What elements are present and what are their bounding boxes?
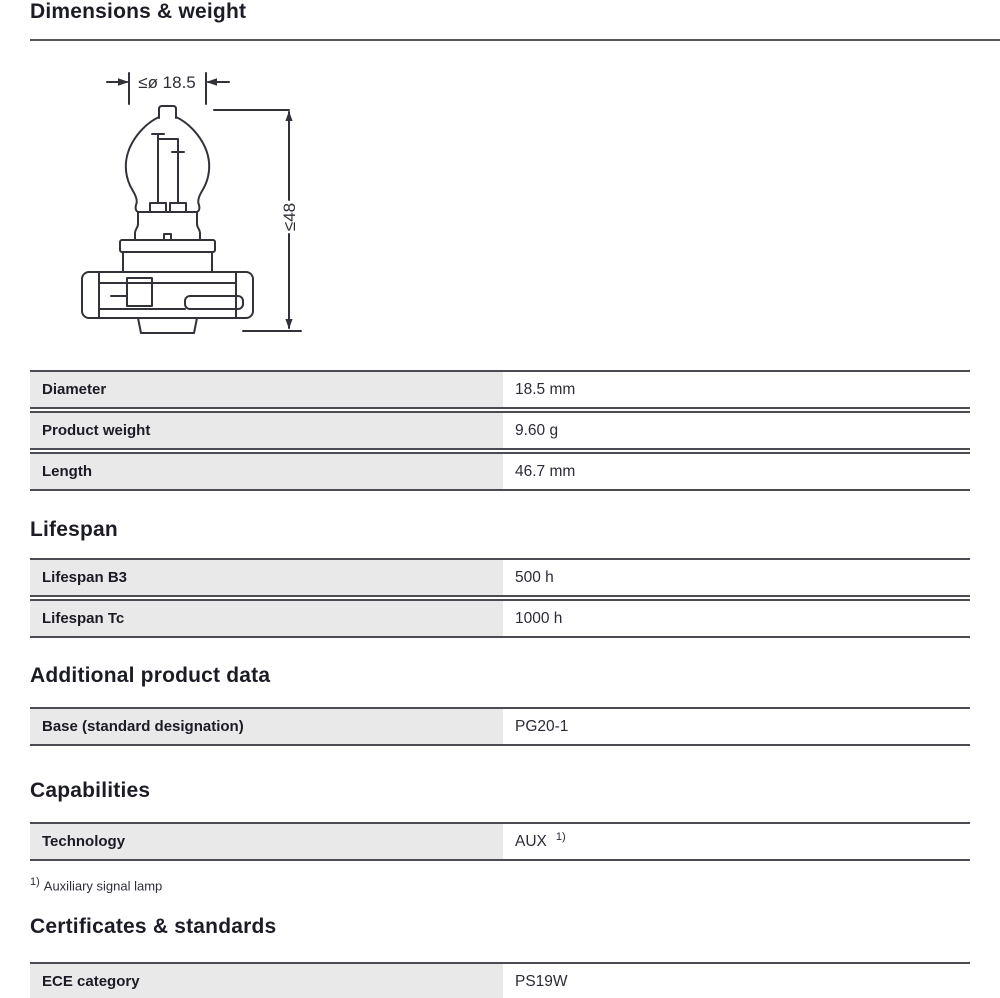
- spec-value: 46.7 mm: [515, 462, 576, 480]
- arrowhead-down: [285, 319, 292, 329]
- table-row: [30, 822, 970, 861]
- table-row: [30, 599, 970, 638]
- table-row: [30, 370, 970, 409]
- section-title-lifespan: Lifespan: [30, 518, 118, 541]
- collar-band: [120, 240, 215, 252]
- spec-value: PS19W: [515, 972, 568, 990]
- spec-value: 500 h: [515, 568, 554, 586]
- filament-bead: [150, 203, 166, 212]
- bulb-dome-left: [126, 117, 159, 212]
- bulb-nipple: [159, 106, 176, 118]
- spec-label: Length: [30, 454, 503, 489]
- height-dim-label: ≤48: [280, 202, 299, 232]
- footnote-text: Auxiliary signal lamp: [43, 878, 163, 894]
- section-title-additional-product-data: Additional product data: [30, 664, 271, 687]
- capabilities-table: [30, 822, 970, 863]
- spec-value: 1000 h: [515, 609, 563, 627]
- bulb-neck: [135, 212, 138, 240]
- heading-rule: [30, 39, 1000, 41]
- bulb-dome-right: [176, 117, 209, 212]
- arrowhead-right: [118, 78, 129, 86]
- spec-label: Product weight: [30, 413, 503, 448]
- spec-label: Lifespan Tc: [30, 601, 503, 636]
- section-title-certificates-standards: Certificates & standards: [30, 915, 277, 938]
- table-row: [30, 558, 970, 597]
- bulb-neck: [197, 212, 200, 240]
- base-slot: [185, 296, 243, 309]
- spec-label: ECE category: [30, 964, 503, 998]
- table-row: [30, 411, 970, 450]
- arrowhead-up: [285, 111, 292, 121]
- spec-value: PG20-1: [515, 717, 569, 735]
- dimensions-table: [30, 370, 970, 493]
- spec-label: Lifespan B3: [30, 560, 503, 595]
- diameter-dim-label: ≤ø 18.5: [138, 73, 196, 92]
- base-nub: [138, 318, 197, 333]
- spec-label: Base (standard designation): [30, 709, 503, 744]
- footnote-ref: 1): [555, 830, 566, 843]
- spec-value-text: AUX: [515, 832, 547, 850]
- footnote-ref: 1): [30, 876, 40, 888]
- spec-label: Technology: [30, 824, 503, 859]
- spec-label: Diameter: [30, 372, 503, 407]
- certificates-table: [30, 962, 970, 998]
- filament-wire: [158, 139, 178, 152]
- additional-data-table: [30, 707, 970, 748]
- section-title-dimensions-weight: Dimensions & weight: [30, 0, 247, 23]
- table-row: [30, 962, 970, 998]
- section-title-capabilities: Capabilities: [30, 779, 151, 802]
- spec-value: 9.60 g: [515, 421, 559, 439]
- spec-value: 18.5 mm: [515, 380, 576, 398]
- table-row: [30, 452, 970, 491]
- table-row: [30, 707, 970, 746]
- spec-value: [503, 824, 970, 859]
- footnote: [30, 876, 162, 893]
- lifespan-table: [30, 558, 970, 640]
- filament-bead: [170, 203, 186, 212]
- arrowhead-left: [206, 78, 217, 86]
- bulb-technical-drawing: [65, 70, 310, 365]
